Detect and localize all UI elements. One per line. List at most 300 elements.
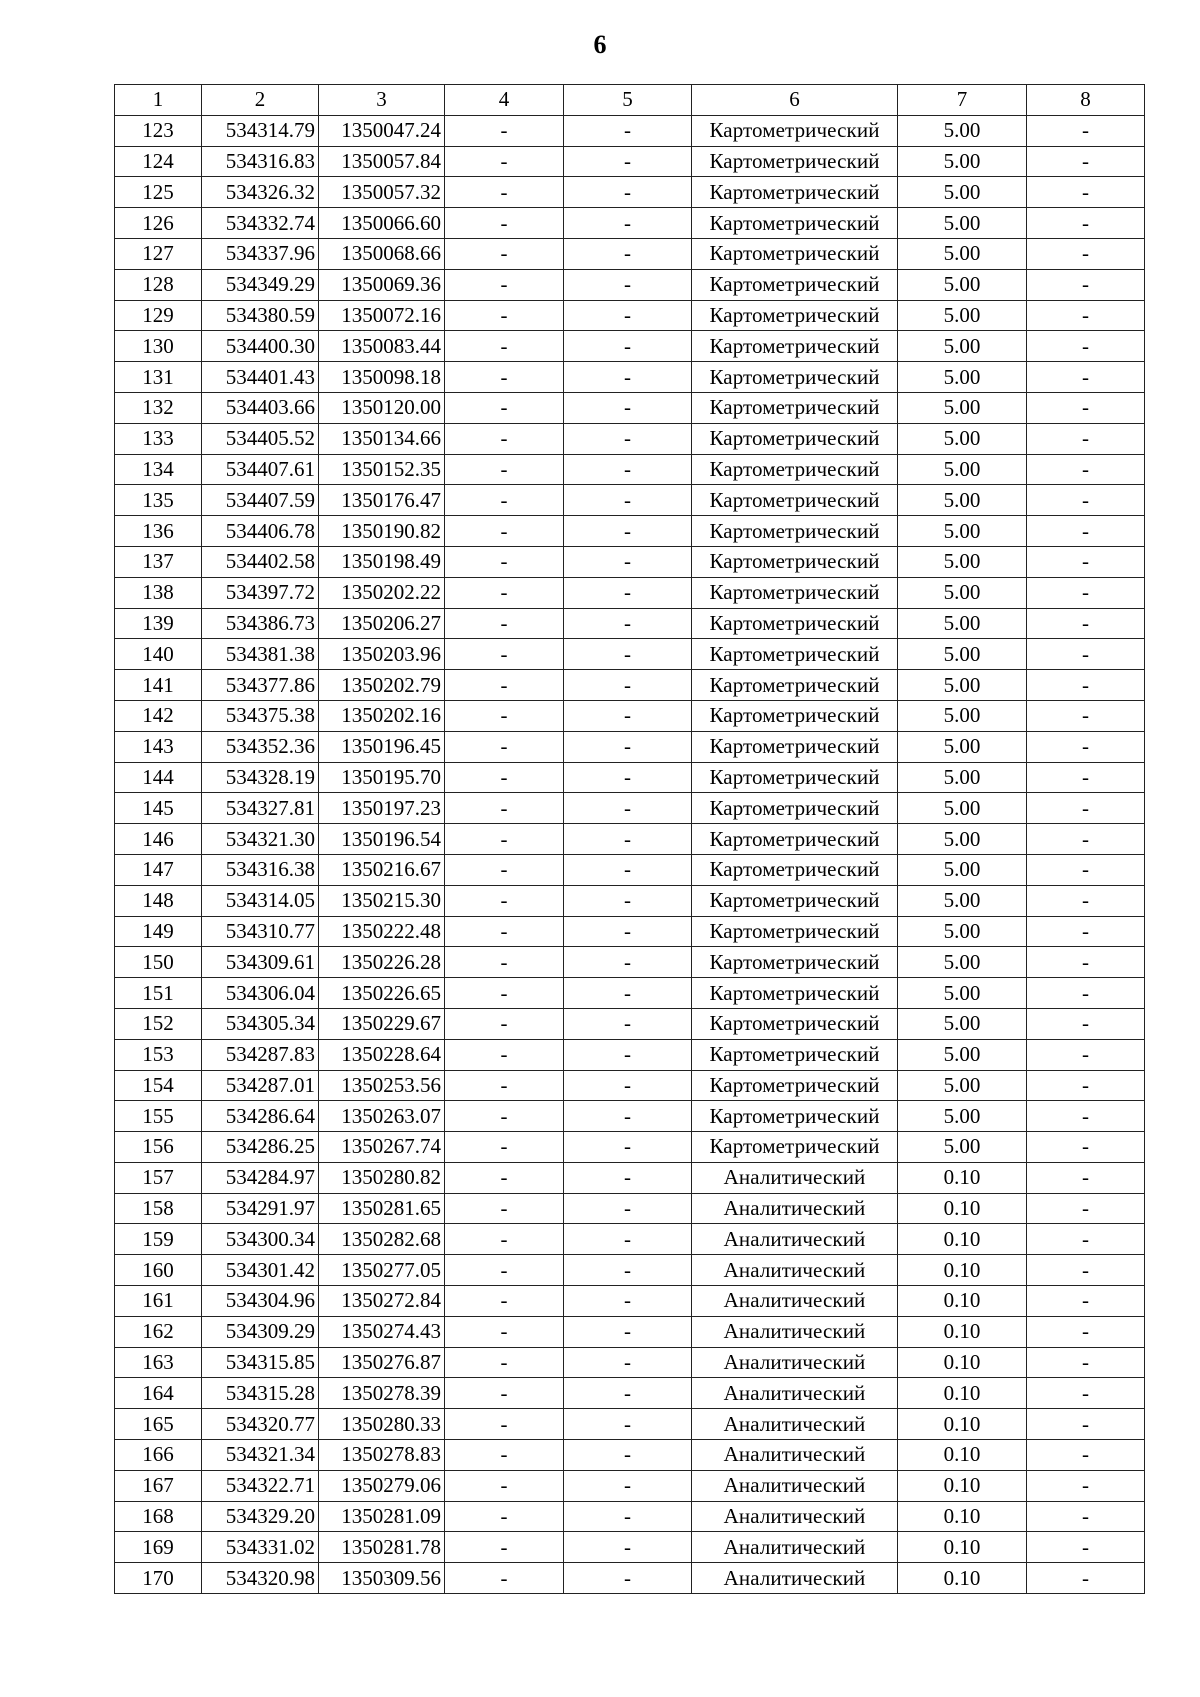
cell-y-coordinate: 1350281.09 (319, 1501, 445, 1532)
cell-method: Картометрический (692, 300, 898, 331)
cell-point-number: 157 (115, 1162, 202, 1193)
cell-col-5: - (564, 1316, 692, 1347)
cell-col-5: - (564, 1101, 692, 1132)
cell-col-8: - (1027, 1563, 1145, 1594)
cell-y-coordinate: 1350206.27 (319, 608, 445, 639)
table-row (115, 423, 1145, 454)
cell-x-coordinate: 534286.64 (202, 1101, 319, 1132)
cell-x-coordinate: 534315.28 (202, 1378, 319, 1409)
cell-col-4: - (445, 1193, 564, 1224)
cell-x-coordinate: 534301.42 (202, 1255, 319, 1286)
table-row (115, 1440, 1145, 1471)
cell-y-coordinate: 1350280.82 (319, 1162, 445, 1193)
cell-point-number: 145 (115, 793, 202, 824)
cell-col-8: - (1027, 115, 1145, 146)
cell-point-number: 131 (115, 362, 202, 393)
table-row (115, 1501, 1145, 1532)
cell-accuracy: 5.00 (898, 854, 1027, 885)
cell-point-number: 164 (115, 1378, 202, 1409)
cell-col-4: - (445, 1008, 564, 1039)
header-cell-col-4: 4 (445, 85, 564, 116)
cell-accuracy: 5.00 (898, 1039, 1027, 1070)
cell-accuracy: 0.10 (898, 1440, 1027, 1471)
table-row (115, 577, 1145, 608)
header-cell-method: 6 (692, 85, 898, 116)
cell-point-number: 130 (115, 331, 202, 362)
cell-col-8: - (1027, 423, 1145, 454)
cell-x-coordinate: 534314.05 (202, 885, 319, 916)
cell-col-5: - (564, 762, 692, 793)
cell-y-coordinate: 1350203.96 (319, 639, 445, 670)
cell-x-coordinate: 534397.72 (202, 577, 319, 608)
cell-y-coordinate: 1350309.56 (319, 1563, 445, 1594)
cell-col-5: - (564, 854, 692, 885)
cell-method: Аналитический (692, 1532, 898, 1563)
cell-accuracy: 5.00 (898, 700, 1027, 731)
cell-x-coordinate: 534375.38 (202, 700, 319, 731)
table-row (115, 115, 1145, 146)
cell-col-5: - (564, 793, 692, 824)
cell-col-5: - (564, 1255, 692, 1286)
cell-col-8: - (1027, 1409, 1145, 1440)
cell-col-5: - (564, 639, 692, 670)
cell-accuracy: 0.10 (898, 1563, 1027, 1594)
cell-accuracy: 5.00 (898, 916, 1027, 947)
cell-col-4: - (445, 546, 564, 577)
cell-point-number: 129 (115, 300, 202, 331)
cell-point-number: 134 (115, 454, 202, 485)
cell-col-4: - (445, 362, 564, 393)
cell-method: Картометрический (692, 362, 898, 393)
cell-col-5: - (564, 731, 692, 762)
cell-method: Аналитический (692, 1409, 898, 1440)
cell-col-5: - (564, 577, 692, 608)
cell-point-number: 123 (115, 115, 202, 146)
cell-col-8: - (1027, 1378, 1145, 1409)
cell-accuracy: 5.00 (898, 238, 1027, 269)
cell-col-8: - (1027, 854, 1145, 885)
cell-col-4: - (445, 1470, 564, 1501)
cell-col-4: - (445, 1378, 564, 1409)
cell-y-coordinate: 1350267.74 (319, 1132, 445, 1163)
cell-method: Картометрический (692, 885, 898, 916)
cell-accuracy: 5.00 (898, 1132, 1027, 1163)
cell-point-number: 152 (115, 1008, 202, 1039)
cell-accuracy: 5.00 (898, 762, 1027, 793)
header-cell-y-coordinate: 3 (319, 85, 445, 116)
cell-col-8: - (1027, 947, 1145, 978)
cell-y-coordinate: 1350202.22 (319, 577, 445, 608)
cell-method: Аналитический (692, 1286, 898, 1317)
cell-point-number: 165 (115, 1409, 202, 1440)
cell-point-number: 143 (115, 731, 202, 762)
cell-col-4: - (445, 793, 564, 824)
cell-col-8: - (1027, 1132, 1145, 1163)
cell-method: Картометрический (692, 978, 898, 1009)
cell-col-8: - (1027, 392, 1145, 423)
cell-method: Картометрический (692, 700, 898, 731)
cell-col-5: - (564, 146, 692, 177)
cell-col-5: - (564, 700, 692, 731)
cell-y-coordinate: 1350134.66 (319, 423, 445, 454)
cell-method: Аналитический (692, 1162, 898, 1193)
cell-accuracy: 5.00 (898, 885, 1027, 916)
cell-col-8: - (1027, 1039, 1145, 1070)
cell-point-number: 140 (115, 639, 202, 670)
header-cell-col-8: 8 (1027, 85, 1145, 116)
cell-col-8: - (1027, 208, 1145, 239)
cell-col-5: - (564, 1532, 692, 1563)
cell-point-number: 150 (115, 947, 202, 978)
cell-method: Аналитический (692, 1440, 898, 1471)
cell-accuracy: 5.00 (898, 423, 1027, 454)
cell-col-8: - (1027, 824, 1145, 855)
cell-col-5: - (564, 1563, 692, 1594)
cell-col-8: - (1027, 978, 1145, 1009)
table-row (115, 700, 1145, 731)
table-row (115, 762, 1145, 793)
table-row (115, 731, 1145, 762)
cell-accuracy: 5.00 (898, 731, 1027, 762)
cell-accuracy: 5.00 (898, 454, 1027, 485)
table-row (115, 1008, 1145, 1039)
cell-y-coordinate: 1350253.56 (319, 1070, 445, 1101)
cell-col-8: - (1027, 177, 1145, 208)
table-row (115, 1409, 1145, 1440)
cell-point-number: 135 (115, 485, 202, 516)
coordinates-table (114, 84, 1145, 1594)
table-row (115, 854, 1145, 885)
cell-x-coordinate: 534377.86 (202, 670, 319, 701)
header-cell-col-5: 5 (564, 85, 692, 116)
cell-col-8: - (1027, 793, 1145, 824)
table-row (115, 978, 1145, 1009)
cell-x-coordinate: 534310.77 (202, 916, 319, 947)
cell-y-coordinate: 1350228.64 (319, 1039, 445, 1070)
cell-y-coordinate: 1350176.47 (319, 485, 445, 516)
cell-x-coordinate: 534401.43 (202, 362, 319, 393)
table-row (115, 177, 1145, 208)
cell-accuracy: 5.00 (898, 146, 1027, 177)
cell-col-4: - (445, 608, 564, 639)
cell-point-number: 154 (115, 1070, 202, 1101)
cell-point-number: 151 (115, 978, 202, 1009)
cell-col-8: - (1027, 1470, 1145, 1501)
header-cell-accuracy: 7 (898, 85, 1027, 116)
cell-col-5: - (564, 1440, 692, 1471)
cell-point-number: 163 (115, 1347, 202, 1378)
cell-accuracy: 5.00 (898, 793, 1027, 824)
cell-accuracy: 0.10 (898, 1316, 1027, 1347)
cell-accuracy: 5.00 (898, 1070, 1027, 1101)
cell-col-4: - (445, 269, 564, 300)
cell-col-5: - (564, 1409, 692, 1440)
cell-col-4: - (445, 454, 564, 485)
cell-col-8: - (1027, 238, 1145, 269)
cell-y-coordinate: 1350279.06 (319, 1470, 445, 1501)
cell-accuracy: 5.00 (898, 362, 1027, 393)
cell-point-number: 158 (115, 1193, 202, 1224)
cell-col-4: - (445, 577, 564, 608)
table-row (115, 516, 1145, 547)
cell-point-number: 126 (115, 208, 202, 239)
table-row (115, 485, 1145, 516)
cell-col-4: - (445, 423, 564, 454)
table-row (115, 1039, 1145, 1070)
cell-y-coordinate: 1350282.68 (319, 1224, 445, 1255)
cell-accuracy: 0.10 (898, 1255, 1027, 1286)
cell-y-coordinate: 1350152.35 (319, 454, 445, 485)
cell-accuracy: 5.00 (898, 546, 1027, 577)
cell-point-number: 159 (115, 1224, 202, 1255)
cell-col-8: - (1027, 608, 1145, 639)
cell-col-8: - (1027, 362, 1145, 393)
cell-col-4: - (445, 1501, 564, 1532)
table-row (115, 1532, 1145, 1563)
cell-col-5: - (564, 238, 692, 269)
cell-col-5: - (564, 485, 692, 516)
cell-col-4: - (445, 1255, 564, 1286)
header-cell-x-coordinate: 2 (202, 85, 319, 116)
cell-x-coordinate: 534337.96 (202, 238, 319, 269)
cell-col-4: - (445, 516, 564, 547)
cell-col-8: - (1027, 670, 1145, 701)
table-row (115, 670, 1145, 701)
table-row (115, 300, 1145, 331)
cell-col-5: - (564, 947, 692, 978)
cell-col-4: - (445, 1070, 564, 1101)
table-row (115, 1470, 1145, 1501)
cell-col-4: - (445, 1316, 564, 1347)
cell-x-coordinate: 534306.04 (202, 978, 319, 1009)
cell-x-coordinate: 534304.96 (202, 1286, 319, 1317)
cell-col-8: - (1027, 146, 1145, 177)
cell-method: Картометрический (692, 454, 898, 485)
cell-method: Картометрический (692, 1132, 898, 1163)
cell-col-8: - (1027, 485, 1145, 516)
table-row (115, 208, 1145, 239)
table-row (115, 1347, 1145, 1378)
cell-col-8: - (1027, 1440, 1145, 1471)
cell-col-8: - (1027, 1532, 1145, 1563)
table-row (115, 454, 1145, 485)
table-row (115, 331, 1145, 362)
cell-method: Картометрический (692, 546, 898, 577)
cell-method: Картометрический (692, 269, 898, 300)
cell-y-coordinate: 1350277.05 (319, 1255, 445, 1286)
cell-col-5: - (564, 824, 692, 855)
cell-col-8: - (1027, 639, 1145, 670)
cell-col-5: - (564, 670, 692, 701)
table-row (115, 1255, 1145, 1286)
cell-method: Картометрический (692, 485, 898, 516)
cell-col-5: - (564, 454, 692, 485)
cell-point-number: 133 (115, 423, 202, 454)
cell-y-coordinate: 1350280.33 (319, 1409, 445, 1440)
cell-col-5: - (564, 978, 692, 1009)
cell-col-4: - (445, 300, 564, 331)
cell-x-coordinate: 534381.38 (202, 639, 319, 670)
page-number: 6 (593, 30, 607, 59)
table-row (115, 1378, 1145, 1409)
table-row (115, 885, 1145, 916)
cell-method: Картометрический (692, 146, 898, 177)
cell-point-number: 149 (115, 916, 202, 947)
table-row (115, 824, 1145, 855)
cell-col-4: - (445, 700, 564, 731)
cell-y-coordinate: 1350195.70 (319, 762, 445, 793)
cell-point-number: 148 (115, 885, 202, 916)
cell-col-4: - (445, 854, 564, 885)
cell-method: Картометрический (692, 1008, 898, 1039)
cell-col-5: - (564, 1070, 692, 1101)
cell-y-coordinate: 1350281.65 (319, 1193, 445, 1224)
cell-x-coordinate: 534329.20 (202, 1501, 319, 1532)
cell-y-coordinate: 1350226.65 (319, 978, 445, 1009)
cell-method: Картометрический (692, 824, 898, 855)
cell-method: Картометрический (692, 208, 898, 239)
cell-col-5: - (564, 916, 692, 947)
cell-col-5: - (564, 1132, 692, 1163)
cell-col-4: - (445, 177, 564, 208)
cell-method: Аналитический (692, 1255, 898, 1286)
cell-method: Картометрический (692, 238, 898, 269)
cell-col-5: - (564, 1162, 692, 1193)
cell-point-number: 139 (115, 608, 202, 639)
cell-col-5: - (564, 1008, 692, 1039)
cell-col-4: - (445, 1039, 564, 1070)
cell-method: Аналитический (692, 1470, 898, 1501)
cell-y-coordinate: 1350278.39 (319, 1378, 445, 1409)
cell-col-8: - (1027, 269, 1145, 300)
cell-x-coordinate: 534322.71 (202, 1470, 319, 1501)
cell-accuracy: 5.00 (898, 331, 1027, 362)
cell-col-8: - (1027, 300, 1145, 331)
cell-col-8: - (1027, 700, 1145, 731)
cell-x-coordinate: 534291.97 (202, 1193, 319, 1224)
cell-col-8: - (1027, 1101, 1145, 1132)
cell-point-number: 161 (115, 1286, 202, 1317)
cell-col-5: - (564, 177, 692, 208)
cell-y-coordinate: 1350083.44 (319, 331, 445, 362)
cell-point-number: 142 (115, 700, 202, 731)
cell-y-coordinate: 1350263.07 (319, 1101, 445, 1132)
cell-col-5: - (564, 1347, 692, 1378)
cell-x-coordinate: 534320.98 (202, 1563, 319, 1594)
cell-col-8: - (1027, 577, 1145, 608)
cell-method: Картометрический (692, 731, 898, 762)
cell-x-coordinate: 534328.19 (202, 762, 319, 793)
cell-y-coordinate: 1350202.79 (319, 670, 445, 701)
cell-col-5: - (564, 1286, 692, 1317)
cell-point-number: 168 (115, 1501, 202, 1532)
cell-method: Картометрический (692, 1039, 898, 1070)
cell-accuracy: 0.10 (898, 1532, 1027, 1563)
cell-col-8: - (1027, 885, 1145, 916)
cell-y-coordinate: 1350057.32 (319, 177, 445, 208)
table-row (115, 1193, 1145, 1224)
cell-col-8: - (1027, 1224, 1145, 1255)
cell-x-coordinate: 534286.25 (202, 1132, 319, 1163)
cell-x-coordinate: 534406.78 (202, 516, 319, 547)
cell-accuracy: 0.10 (898, 1193, 1027, 1224)
cell-y-coordinate: 1350197.23 (319, 793, 445, 824)
cell-y-coordinate: 1350226.28 (319, 947, 445, 978)
cell-accuracy: 0.10 (898, 1347, 1027, 1378)
cell-x-coordinate: 534316.38 (202, 854, 319, 885)
cell-y-coordinate: 1350272.84 (319, 1286, 445, 1317)
table-row (115, 1162, 1145, 1193)
cell-x-coordinate: 534284.97 (202, 1162, 319, 1193)
cell-col-5: - (564, 1501, 692, 1532)
cell-col-8: - (1027, 1347, 1145, 1378)
cell-method: Картометрический (692, 516, 898, 547)
cell-col-8: - (1027, 1316, 1145, 1347)
cell-y-coordinate: 1350120.00 (319, 392, 445, 423)
cell-accuracy: 0.10 (898, 1286, 1027, 1317)
cell-y-coordinate: 1350216.67 (319, 854, 445, 885)
cell-method: Аналитический (692, 1347, 898, 1378)
cell-x-coordinate: 534314.79 (202, 115, 319, 146)
cell-method: Аналитический (692, 1193, 898, 1224)
cell-col-4: - (445, 885, 564, 916)
cell-accuracy: 5.00 (898, 978, 1027, 1009)
table-row (115, 269, 1145, 300)
cell-x-coordinate: 534327.81 (202, 793, 319, 824)
cell-col-8: - (1027, 1255, 1145, 1286)
cell-method: Картометрический (692, 1101, 898, 1132)
cell-col-4: - (445, 1132, 564, 1163)
table-row (115, 608, 1145, 639)
cell-col-4: - (445, 1286, 564, 1317)
cell-col-8: - (1027, 731, 1145, 762)
cell-point-number: 137 (115, 546, 202, 577)
cell-col-8: - (1027, 1193, 1145, 1224)
cell-col-5: - (564, 885, 692, 916)
cell-point-number: 125 (115, 177, 202, 208)
cell-method: Картометрический (692, 793, 898, 824)
cell-x-coordinate: 534315.85 (202, 1347, 319, 1378)
cell-accuracy: 5.00 (898, 269, 1027, 300)
table-row (115, 1563, 1145, 1594)
cell-y-coordinate: 1350202.16 (319, 700, 445, 731)
table-row (115, 1316, 1145, 1347)
cell-x-coordinate: 534287.01 (202, 1070, 319, 1101)
cell-col-5: - (564, 1039, 692, 1070)
cell-col-8: - (1027, 516, 1145, 547)
cell-col-4: - (445, 1347, 564, 1378)
cell-x-coordinate: 534380.59 (202, 300, 319, 331)
cell-point-number: 141 (115, 670, 202, 701)
cell-x-coordinate: 534386.73 (202, 608, 319, 639)
cell-x-coordinate: 534331.02 (202, 1532, 319, 1563)
cell-accuracy: 5.00 (898, 208, 1027, 239)
cell-point-number: 127 (115, 238, 202, 269)
cell-y-coordinate: 1350281.78 (319, 1532, 445, 1563)
cell-col-8: - (1027, 1501, 1145, 1532)
cell-method: Картометрический (692, 423, 898, 454)
cell-method: Аналитический (692, 1563, 898, 1594)
cell-y-coordinate: 1350229.67 (319, 1008, 445, 1039)
cell-method: Аналитический (692, 1501, 898, 1532)
cell-y-coordinate: 1350057.84 (319, 146, 445, 177)
cell-accuracy: 5.00 (898, 608, 1027, 639)
cell-y-coordinate: 1350072.16 (319, 300, 445, 331)
cell-col-4: - (445, 1440, 564, 1471)
cell-y-coordinate: 1350190.82 (319, 516, 445, 547)
cell-x-coordinate: 534332.74 (202, 208, 319, 239)
cell-col-4: - (445, 485, 564, 516)
